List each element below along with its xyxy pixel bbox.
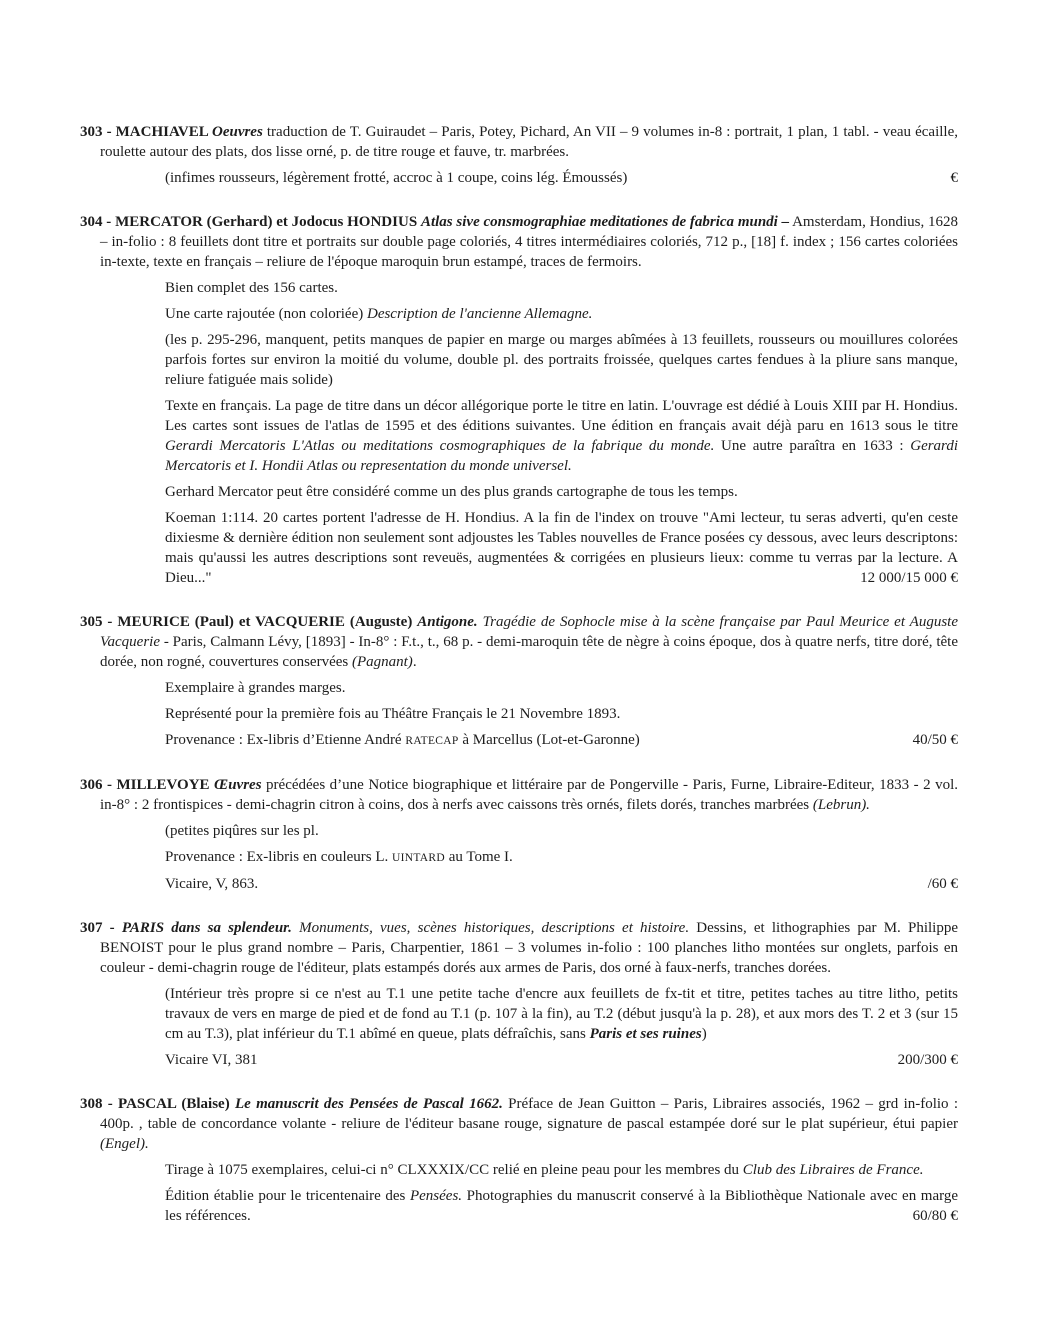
- text-run: Texte en français. La page de titre dans un décor allégorique porte le titre en latin. L'ouvrage est dédié à Louis XIII par H. Hondius. Les cartes sont issues de l'atlas de 1595 et des éditions suivantes. Une édition en français avait déjà paru en 1613 sous le titre: [165, 398, 958, 434]
- lot-paragraph: [165, 1186, 958, 1226]
- text-run: (Lebrun).: [812, 797, 870, 813]
- text-run: à Marcellus (Lot-et-Garonne): [458, 732, 640, 748]
- lot-paragraph: [165, 396, 958, 476]
- text-run: Paris et ses ruines: [589, 1026, 702, 1042]
- lot-price: /60 €: [927, 876, 958, 892]
- text-run: Gerardi Mercatoris L'Atlas ou meditations cosmographiques de la fabrique du monde.: [165, 438, 715, 454]
- text-run: Pensées.: [409, 1188, 463, 1204]
- text-run: Provenance : Ex-libris en couleurs L.: [165, 849, 393, 865]
- lot-price: 40/50 €: [912, 732, 958, 748]
- lot-paragraph: [165, 678, 958, 698]
- lot-paragraph: [165, 821, 958, 841]
- text-run: Provenance : Ex-libris d’Etienne André: [165, 732, 406, 748]
- text-run: Koeman 1:114. 20 cartes portent l'adresse de H. Hondius. A la fin de l'index on trouve "Ami lecteur, tu seras adverti, qu'en ceste dixiesme & dernière édition non seulement sont adjoustes les Tables nouvelles de France posées cy dessous, avec leurs descriptons: mais qu'aussi les autres descriptions sont reveuës, augmentées & corrigées en plusieurs lieux: comme tu verras par la lecture. A Dieu...": [165, 510, 958, 586]
- text-run: 306 - MILLEVOYE: [80, 777, 215, 793]
- text-run: Édition établie pour le tricentenaire des: [165, 1188, 410, 1204]
- text-run: Gerardi Mercatoris et I. Hondii Atlas ou representation du monde universel.: [165, 438, 959, 474]
- lot-paragraph: [165, 168, 958, 188]
- text-run: RATECAP: [405, 735, 459, 747]
- text-run: Antigone.: [417, 614, 478, 630]
- lot-paragraph: [165, 1050, 958, 1070]
- text-run: Amsterdam, Hondius, 1628 – in-folio : 8 feuillets dont titre et portraits sur double page coloriés, 4 titres intermédiaires coloriés, 712 p., [18] f. index ; 156 cartes coloriées in-texte, texte en français – reliure de l'époque maroquin brun estampé, traces de fermoirs.: [100, 214, 958, 270]
- lot-paragraph: [165, 278, 958, 298]
- text-run: Une autre paraîtra en 1633 :: [714, 438, 911, 454]
- text-run: Le manuscrit des Pensées de Pascal 1662.: [235, 1096, 503, 1112]
- lots: [80, 122, 958, 1226]
- lot-heading: [80, 775, 958, 815]
- text-run: - Paris, Calmann Lévy, [1893] - In-8° : F.t., t., 68 p. - demi-maroquin tête de nègre à coins époque, dos à quatre nerfs, titre doré, tête dorée, non rogné, couvertures conservées: [100, 634, 958, 670]
- text-run: Représenté pour la première fois au Théâtre Français le 21 Novembre 1893.: [165, 706, 621, 722]
- lot-heading: [80, 122, 958, 162]
- lot-paragraph: [165, 1160, 958, 1180]
- text-run: Dessins, et lithographies par M. Philippe BENOIST pour le plus grand nombre – Paris, Charpentier, 1861 – 3 volumes in-folio : 100 planches litho montées sur onglets, parfois en couleur - demi-chagrin rouge de l'éditeur, plats estampés dorés aux armes de Paris, dos orné à faux-nerfs, tranches dorées.: [100, 920, 958, 976]
- text-run: Tragédie de Sophocle mise à la scène française par Paul Meurice et Auguste Vacquerie: [100, 614, 958, 650]
- text-run: Vicaire, V, 863.: [165, 876, 259, 892]
- text-run: (Intérieur très propre si ce n'est au T.1 une petite tache d'encre aux feuillets de fx-tit et titre, petites taches au titre litho, petits travaux de vers en marge de pied et de fond au T.1 (p. 107 à la fin), au T.2 (début jusqu'à la p. 28), et aux mors des T. 2 et 3 (sur 15 cm au T.3), plat inférieur du T.1 abîmé en queue, plats défraîchis, sans: [165, 986, 958, 1042]
- text-run: précédées d’une Notice biographique et littéraire par de Pongerville - Paris, Furne, Libraire-Editeur, 1833 - 2 vol. in-8° : 2 frontispices - demi-chagrin citron à coins, dos à nerfs avec caissons très ornés, filets dorés, tranches marbrées: [100, 777, 959, 813]
- text-run: Gerhard Mercator peut être considéré comme un des plus grands cartographe de tous les temps.: [165, 484, 738, 500]
- lot-paragraph: [165, 984, 958, 1044]
- lot-heading: [80, 212, 958, 272]
- text-run: Club des Libraires de France.: [742, 1162, 924, 1178]
- text-run: traduction de T. Guiraudet – Paris, Potey, Pichard, An VII – 9 volumes in-8 : portrait, 1 plan, 1 tabl. - veau écaille, roulette autour des plats, dos lisse orné, p. de titre rouge et fauve, tr. marbrées.: [100, 124, 958, 160]
- text-run: Exemplaire à grandes marges.: [165, 680, 346, 696]
- text-run: Une carte rajoutée (non coloriée): [165, 306, 367, 322]
- lot-price: €: [950, 170, 958, 186]
- lot-price: 60/80 €: [912, 1208, 958, 1224]
- text-run: Description de l'ancienne Allemagne.: [366, 306, 593, 322]
- text-run: Monuments, vues, scènes historiques, descriptions et histoire.: [291, 920, 690, 936]
- text-run: Préface de Jean Guitton – Paris, Libraires associés, 1962 – grd in-folio : 400p. , table de concordance volante - reliure de l'éditeur basane rouge, signature de pascal estampée doré sur le plat supérieur, étui papier: [100, 1096, 959, 1132]
- lot-paragraph: [165, 482, 958, 502]
- text-run: Œuvres: [214, 777, 262, 793]
- text-run: 304 - MERCATOR (Gerhard) et Jodocus HONDIUS: [80, 214, 421, 230]
- lot-entry-305: [80, 612, 958, 751]
- text-run: 303 - MACHIAVEL: [80, 124, 212, 140]
- text-run: UINTARD: [392, 852, 445, 864]
- lot-paragraph: [165, 508, 958, 588]
- text-run: 307 -: [80, 920, 122, 936]
- text-run: Oeuvres: [211, 124, 263, 140]
- text-run: (les p. 295-296, manquent, petits manques de papier en marge ou marges abîmées à 13 feuillets, rousseurs ou mouillures colorées parfois fortes sur environ la moitié du volume, double pl. des portraits froissée, quelques cartes fendues à la pliure sans manque, reliure fatiguée mais solide): [165, 332, 958, 388]
- lot-entry-303: [80, 122, 958, 188]
- lot-heading: [80, 918, 958, 978]
- lot-price: 12 000/15 000 €: [860, 570, 958, 586]
- text-run: 308 - PASCAL (Blaise): [80, 1096, 235, 1112]
- text-run: .: [412, 654, 417, 670]
- lot-heading: [80, 1094, 958, 1154]
- lot-paragraph: [165, 304, 958, 324]
- lot-heading: [80, 612, 958, 672]
- lot-paragraph: [165, 330, 958, 390]
- text-run: 305 - MEURICE (Paul) et VACQUERIE (Auguste): [80, 614, 418, 630]
- text-run: (Pagnant): [351, 654, 413, 670]
- lot-entry-304: [80, 212, 958, 588]
- lot-entry-308: [80, 1094, 958, 1226]
- text-run: au Tome I.: [444, 849, 513, 865]
- lot-paragraph: [165, 730, 958, 751]
- text-run: ): [701, 1026, 707, 1042]
- lot-price: 200/300 €: [897, 1052, 958, 1068]
- text-run: Tirage à 1075 exemplaires, celui-ci n° CLXXXIX/CC relié en pleine peau pour les membres du: [165, 1162, 743, 1178]
- text-run: (petites piqûres sur les pl.: [165, 823, 319, 839]
- lot-entry-307: [80, 918, 958, 1070]
- text-run: (infimes rousseurs, légèrement frotté, accroc à 1 coupe, coins lég. Émoussés): [165, 170, 628, 186]
- lot-entry-306: [80, 775, 958, 894]
- text-run: (Engel).: [100, 1136, 149, 1152]
- text-run: Vicaire VI, 381: [165, 1052, 258, 1068]
- lot-paragraph: [165, 704, 958, 724]
- text-run: Bien complet des 156 cartes.: [165, 280, 338, 296]
- text-run: Atlas sive consmographiae meditationes de fabrica mundi –: [420, 214, 790, 230]
- lot-paragraph: [165, 874, 958, 894]
- text-run: Photographies du manuscrit conservé à la Bibliothèque Nationale avec en marge les références.: [165, 1188, 958, 1224]
- text-run: PARIS dans sa splendeur.: [121, 920, 292, 936]
- catalog-page: [80, 122, 958, 1250]
- lot-paragraph: [165, 847, 958, 868]
